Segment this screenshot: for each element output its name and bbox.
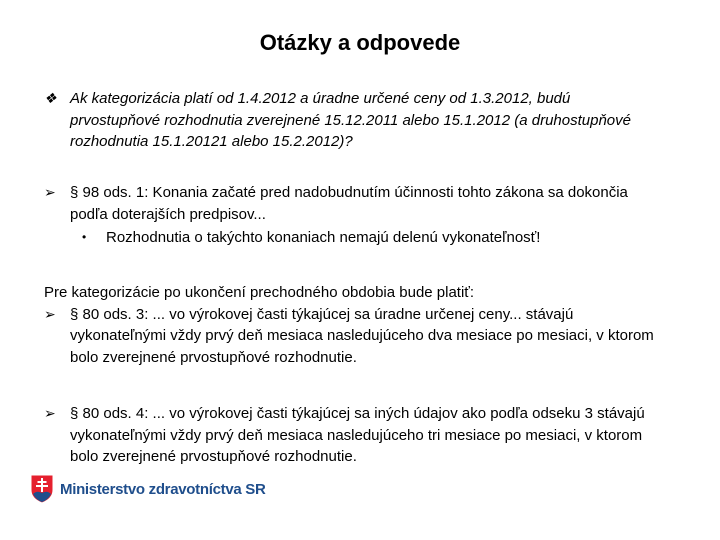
slide-title: Otázky a odpovede	[259, 30, 461, 55]
arrow-bullet-icon: ➢	[44, 184, 56, 200]
point1-block	[44, 182, 664, 249]
arrow-bullet-icon: ➢	[44, 305, 56, 322]
diamond-bullet-icon: ❖	[44, 90, 57, 106]
point3-text: § 80 ods. 4: ... vo výrokovej časti týkajúcej sa iných údajov ako podľa odseku 3 stávajú vykonateľnými vždy prvý deň mesiaca nasledujúceho tri mesiace po mesiaci, v ktorom bolo zverejnené prvostupňové rozhodnutie.	[70, 405, 645, 465]
dot-bullet-icon: •	[82, 230, 87, 244]
question-text: Ak kategorizácia platí od 1.4.2012 a úradne určené ceny od 1.3.2012, budú prvostupňové rozhodnutia zverejnené 15.12.2011 alebo 15.1.2012 (a druhostupňové rozhodnutia 15.1.20121 alebo 15.2.2012)?	[70, 90, 631, 150]
coat-of-arms-icon	[30, 474, 54, 504]
logo-text: Ministerstvo zdravotníctva SR	[60, 480, 266, 498]
arrow-bullet-icon: ➢	[44, 405, 56, 421]
point1-sub-text: Rozhodnutia o takýchto konaniach nemajú delenú vykonateľnosť!	[106, 229, 541, 246]
point3-block	[44, 403, 664, 468]
ministry-logo	[30, 474, 266, 504]
question-block	[44, 88, 664, 153]
transition-block	[44, 282, 664, 368]
point2-text: § 80 ods. 3: ... vo výrokovej časti týkajúcej sa úradne určenej ceny... stávajú vykonateľnými vždy prvý deň mesiaca nasledujúceho dva mesiace po mesiaci, v ktorom bolo zverejnené prvostupňové rozhodnutie.	[70, 305, 654, 366]
point1-text: § 98 ods. 1: Konania začaté pred nadobudnutím účinnosti tohto zákona sa dokončia podľa doterajších predpisov...	[70, 184, 628, 223]
intro-text: Pre kategorizácie po ukončení prechodného obdobia bude platiť:	[44, 284, 475, 301]
